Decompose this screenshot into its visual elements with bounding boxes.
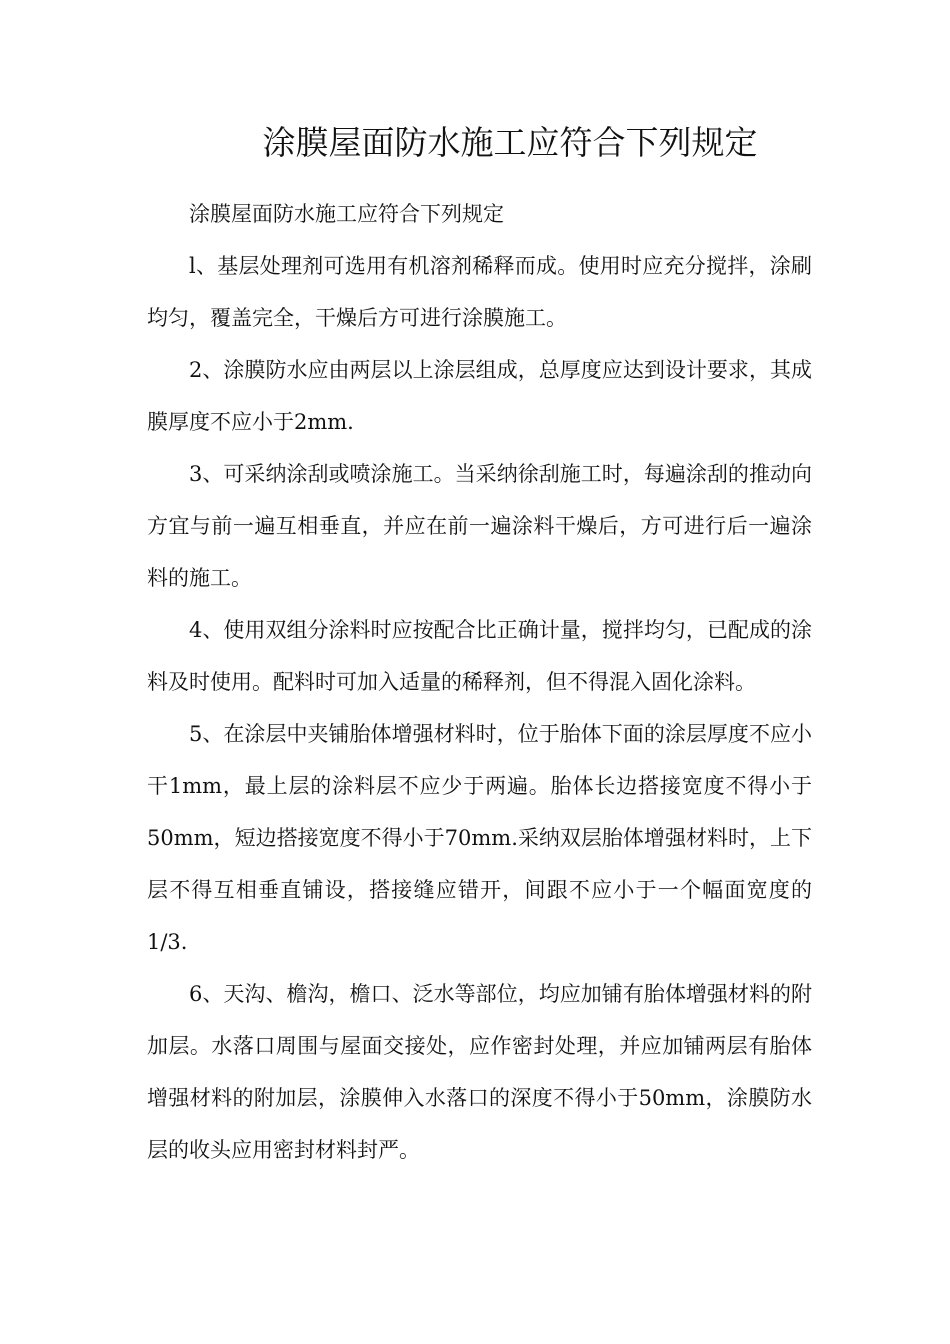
paragraph-item-3: 3、可采纳涂刮或喷涂施工。当采纳徐刮施工时，每遍涂刮的推动向方宜与前一遍互相垂直，并应在前一遍涂料干燥后，方可进行后一遍涂料的施工。	[147, 462, 812, 590]
document-title: 涂膜屋面防水施工应符合下列规定	[262, 123, 758, 162]
paragraph-item-6: 6、天沟、檐沟，檐口、泛水等部位，均应加铺有胎体增强材料的附加层。水落口周围与屋面交接处，应作密封处理，并应加铺两层有胎体增强材料的附加层，涂膜伸入水落口的深度不得小于50mm，涂膜防水层的收头应用密封材料封严。	[147, 982, 812, 1162]
paragraph-item-1: l、基层处理剂可选用有机溶剂稀释而成。使用时应充分搅拌，涂刷均匀，覆盖完全，干燥后方可进行涂膜施工。	[147, 254, 812, 330]
paragraph-item-2: 2、涂膜防水应由两层以上涂层组成，总厚度应达到设计要求，其成膜厚度不应小于2mm.	[147, 358, 812, 434]
paragraph-subtitle: 涂膜屋面防水施工应符合下列规定	[189, 202, 504, 226]
document-body	[147, 188, 812, 1176]
paragraph-item-4: 4、使用双组分涂料时应按配合比正确计量，搅拌均匀，已配成的涂料及时使用。配料时可加入适量的稀释剂，但不得混入固化涂料。	[147, 618, 812, 694]
paragraph-item-5: 5、在涂层中夹铺胎体增强材料时，位于胎体下面的涂层厚度不应小干1mm，最上层的涂料层不应少于两遍。胎体长边搭接宽度不得小于50mm，短边搭接宽度不得小于70mm.采纳双层胎体增强材料时，上下层不得互相垂直铺设，搭接缝应错开，间跟不应小于一个幅面宽度的1/3.	[147, 722, 812, 954]
